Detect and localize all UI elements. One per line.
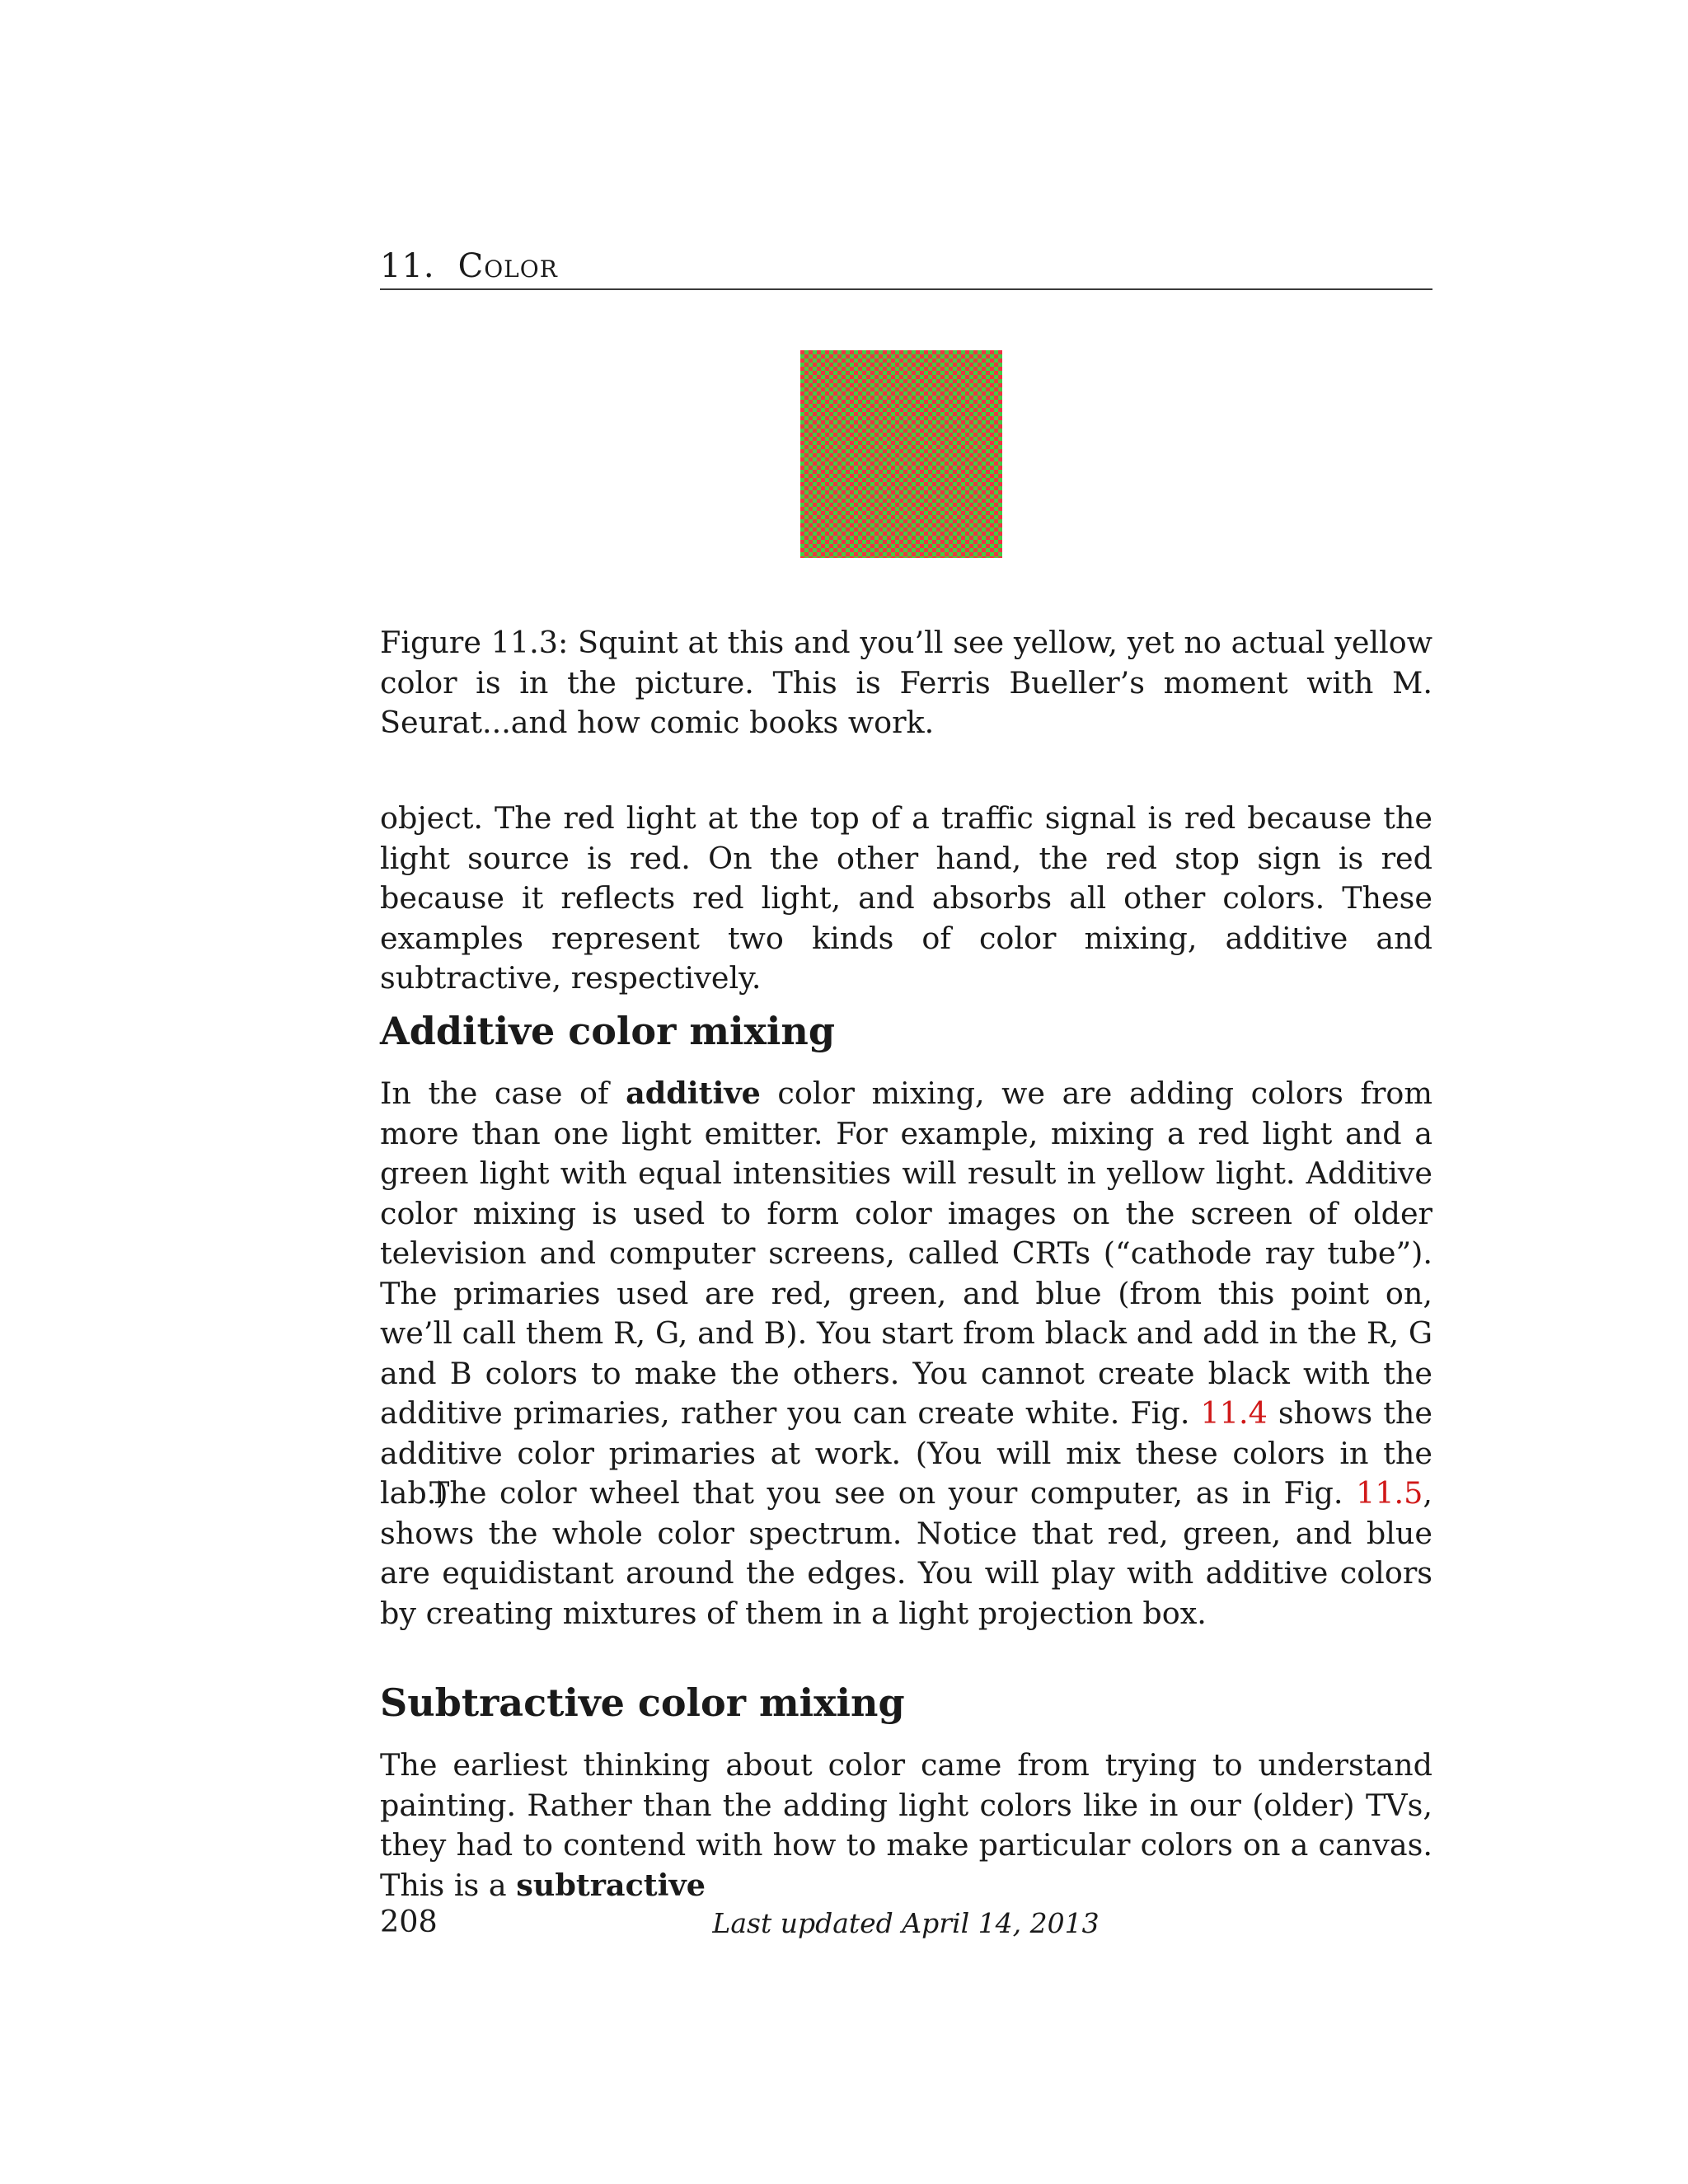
last-updated-note: Last updated April 14, 2013: [712, 1907, 1100, 1939]
para2-text-a: In the case of: [380, 1076, 626, 1111]
section-heading-additive: Additive color mixing: [380, 1009, 835, 1053]
body-paragraph-subtractive: [380, 1746, 1432, 1905]
para2-text-b: color mixing, we are adding colors from more than one light emitter. For example, mixing a red light and a green light with equal intensities will result in yellow light. Additive color mixing is used to form color images on the screen of older television and computer screens, called CRTs (“cathode ray tube”). The primaries used are red, green, and blue (from this point on, we’ll call them R, G, and B). You start from black and add in the R, G and B colors to make the others. You cannot create black with the additive primaries, rather you can create white. Fig.: [380, 1076, 1432, 1431]
checkerboard-figure: [800, 350, 1002, 558]
page-number: 208: [380, 1904, 438, 1939]
chapter-title: Color: [457, 247, 558, 285]
section-heading-subtractive: Subtractive color mixing: [380, 1680, 905, 1725]
body-paragraph-additive: [380, 1074, 1432, 1514]
figure-ref-11-4[interactable]: 11.4: [1200, 1395, 1268, 1431]
figure-ref-11-5[interactable]: 11.5: [1356, 1475, 1423, 1511]
term-additive: additive: [626, 1076, 761, 1111]
figure-caption: Figure 11.3: Squint at this and you’ll see yellow, yet no actual yellow color is in the picture. This is Ferris Bueller’s moment with M. Seurat...and how comic books work.: [380, 625, 1432, 740]
body-paragraph-color-wheel: [380, 1474, 1432, 1633]
para3-text-b: , shows the whole color spectrum. Notice that red, green, and blue are equidistant around the edges. You will play with additive colors by creating mixtures of them in a light projection box.: [380, 1475, 1432, 1631]
para3-text-a: The color wheel that you see on your computer, as in Fig.: [429, 1475, 1357, 1511]
para4-text-a: The earliest thinking about color came from trying to understand painting. Rather than the adding light colors like in our (older) TVs, they had to contend with how to make particular colors on a canvas. This is a: [380, 1747, 1432, 1903]
running-head: [380, 244, 1432, 290]
chapter-number: 11.: [380, 247, 435, 285]
term-subtractive: subtractive: [516, 1867, 706, 1903]
para2-text-c: shows the additive color primaries at work. (You will mix these colors in the lab.): [380, 1395, 1432, 1511]
body-paragraph-1: object. The red light at the top of a traffic signal is red because the light source is red. On the other hand, the red stop sign is red because it reflects red light, and absorbs all other colors. These examples represent two kinds of color mixing, additive and subtractive, respectively.: [380, 800, 1432, 996]
